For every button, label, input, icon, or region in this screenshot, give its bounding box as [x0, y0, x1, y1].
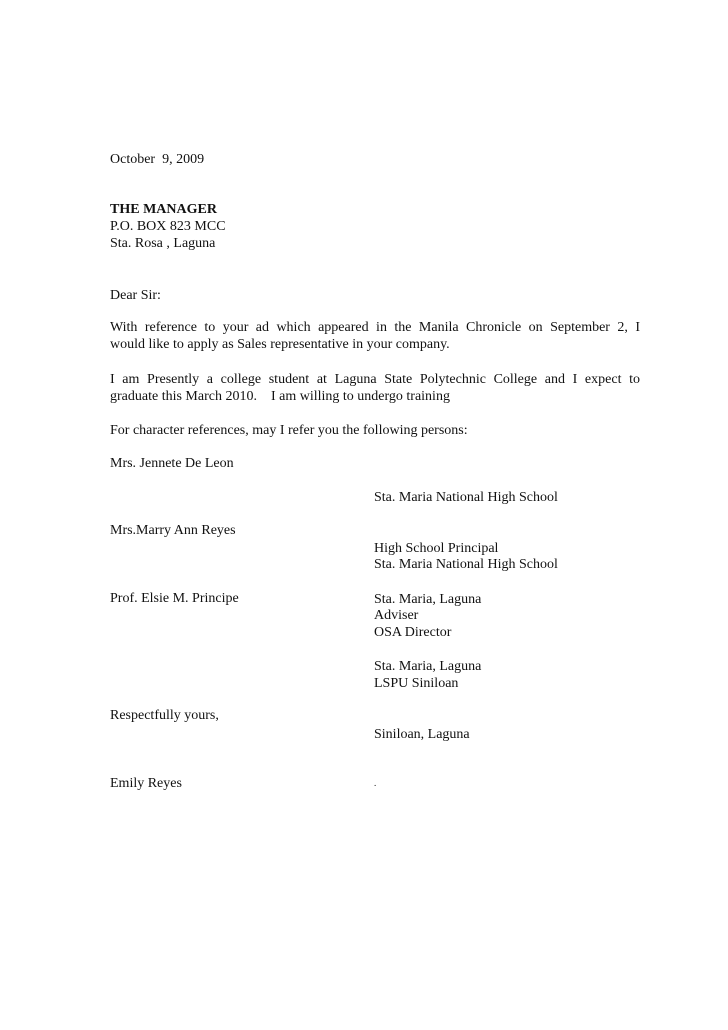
reference-name: Mrs. Jennete De Leon [110, 456, 234, 471]
paragraph-application-line2: would like to apply as Sales representative in your company. [110, 337, 450, 352]
reference-detail-line: Sta. Maria, Laguna [374, 592, 482, 607]
salutation [110, 287, 640, 304]
letter-date [110, 151, 640, 168]
date-text: October 9, 2009 [110, 152, 205, 167]
reference-detail-line: OSA Director [374, 625, 452, 640]
closing-text: Respectfully yours, [110, 708, 219, 723]
closing [110, 707, 640, 724]
paragraph-application [110, 319, 640, 353]
recipient-address [110, 201, 640, 252]
reference-detail-line: Siniloan, Laguna [374, 727, 470, 742]
paragraph-background [110, 371, 640, 405]
salutation-text: Dear Sir: [110, 288, 161, 303]
signature [110, 775, 640, 792]
paragraph-application-line1: With reference to your ad which appeared in the Manila Chronicle on September 2, I [110, 320, 640, 335]
references-intro-text: For character references, may I refer you the following persons: [110, 423, 468, 438]
reference-detail-line: Adviser [374, 608, 419, 623]
recipient-address-line2: Sta. Rosa , Laguna [110, 236, 216, 251]
recipient-title: THE MANAGER [110, 202, 217, 217]
reference-detail-line: Sta. Maria, Laguna [374, 659, 482, 674]
references-intro [110, 422, 640, 439]
signature-name: Emily Reyes [110, 776, 182, 791]
reference-detail-line: . [374, 778, 377, 788]
paragraph-background-line2: graduate this March 2010. I am willing to undergo training [110, 389, 450, 404]
paragraph-background-line1: I am Presently a college student at Laguna State Polytechnic College and I expect to [110, 372, 640, 387]
reference-detail-line: Sta. Maria National High School [374, 557, 558, 572]
reference-detail-line: Sta. Maria National High School [374, 490, 558, 505]
reference-detail-line: High School Principal [374, 541, 499, 556]
reference-detail-line: LSPU Siniloan [374, 676, 459, 691]
reference-name: Prof. Elsie M. Principe [110, 591, 239, 606]
recipient-address-line1: P.O. BOX 823 MCC [110, 219, 226, 234]
reference-name: Mrs.Marry Ann Reyes [110, 523, 236, 538]
